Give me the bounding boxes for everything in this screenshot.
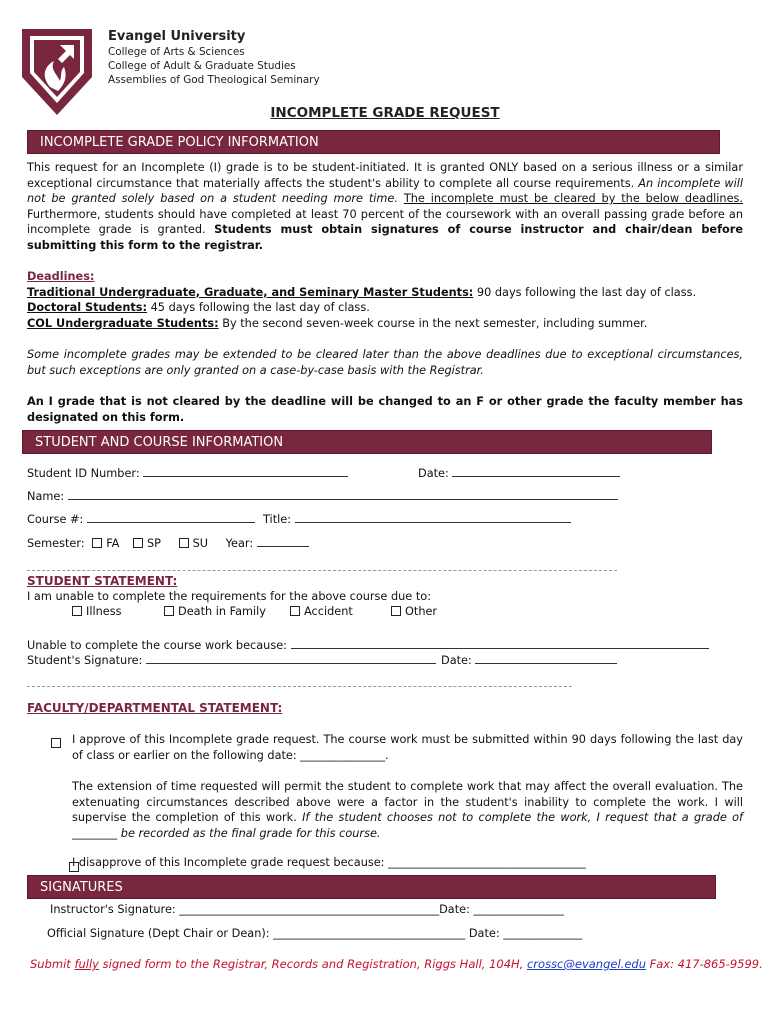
student-signature-field[interactable]: [146, 651, 436, 664]
extension-text-a: The extension of time requested will permit the student to complete work that may affect the overall evaluation. The extenuating circumstances described above were a factor in the student's inability to complete the work. I will supervise the completion of this work.: [72, 780, 743, 825]
college-line-2: College of Adult & Graduate Studies: [108, 60, 296, 72]
official-signature-line[interactable]: Official Signature (Dept Chair or Dean): __________________________________ Date: ______________: [47, 927, 583, 940]
college-line-3: Assemblies of God Theological Seminary: [108, 74, 320, 86]
approve-checkbox[interactable]: [51, 738, 61, 748]
semester-label: Semester:: [27, 537, 85, 550]
submission-footer: [30, 957, 763, 971]
statement-intro: I am unable to complete the requirements for the above course due to:: [27, 590, 431, 603]
policy-section-bar: INCOMPLETE GRADE POLICY INFORMATION: [27, 130, 720, 154]
reason-other[interactable]: Other: [391, 605, 437, 618]
uncleared-note: An I grade that is not cleared by the deadline will be changed to an F or other grade the faculty member has designated on this form.: [27, 395, 743, 424]
course-label: Course #:: [27, 513, 84, 526]
faculty-statement-title: FACULTY/DEPARTMENTAL STATEMENT:: [27, 701, 283, 715]
footer-mid: signed form to the Registrar, Records and Registration, Riggs Hall, 104H,: [102, 957, 524, 971]
student-sig-date-field[interactable]: [475, 651, 617, 664]
deadline-2-label: Doctoral Students:: [27, 301, 148, 315]
because-label: Unable to complete the course work because:: [27, 639, 287, 652]
student-id-field[interactable]: [143, 464, 348, 477]
footer-fax: Fax: 417-865-9599.: [649, 957, 763, 971]
student-signature-row: [27, 651, 436, 667]
reason-other-checkbox[interactable]: [391, 606, 401, 616]
footer-fully: fully: [74, 957, 99, 971]
deadline-1-text: 90 days following the last day of class.: [476, 285, 697, 299]
extension-note: Some incomplete grades may be extended to be cleared later than the above deadlines due to exceptional circumstances, but such exceptions are only granted on a case-by-case basis with the Registrar.: [27, 348, 743, 377]
student-date-row: [418, 464, 620, 480]
student-date-label: Date:: [418, 467, 449, 480]
university-logo: [20, 27, 94, 117]
policy-paragraph: [27, 160, 743, 254]
because-field[interactable]: [291, 636, 709, 649]
policy-text-d: Furthermore, students should have completed at least 70 percent of the coursework with an overall passing grade before an incomplete grade is granted.: [27, 207, 743, 237]
student-date-field[interactable]: [452, 464, 620, 477]
title-label: Title:: [263, 513, 292, 526]
title-row: [263, 510, 571, 526]
deadline-1-label: Traditional Undergraduate, Graduate, and Seminary Master Students:: [27, 285, 474, 299]
reason-death-in-family[interactable]: Death in Family: [164, 605, 266, 618]
student-sig-date-label: Date:: [441, 654, 472, 667]
policy-text-a: This request for an Incomplete (I) grade is to be student-initiated. It is granted ONLY based on a serious illness or a similar exceptional circumstance that materially affects the student's ability to complete all course requirements.: [27, 161, 743, 190]
semester-su-checkbox[interactable]: [179, 538, 189, 548]
student-id-row: [27, 464, 348, 480]
deadline-3-label: COL Undergraduate Students:: [27, 316, 219, 330]
extension-paragraph: [72, 779, 743, 841]
year-label: Year:: [225, 537, 254, 550]
policy-text-b: An incomplete will not be granted solely based on a student needing more time.: [27, 176, 744, 206]
disapprove-text: I disapprove of this Incomplete grade request because: ___________________________________: [72, 856, 586, 869]
student-statement-title: STUDENT STATEMENT:: [27, 574, 178, 588]
divider-1: [27, 570, 617, 571]
extension-text-b: If the student chooses not to complete the work, I request that a grade of ________ be recorded as the final grade for this course.: [72, 811, 743, 840]
course-field[interactable]: [87, 510, 255, 523]
title-field[interactable]: [295, 510, 571, 523]
reason-illness-checkbox[interactable]: [72, 606, 82, 616]
reason-accident-checkbox[interactable]: [290, 606, 300, 616]
name-label: Name:: [27, 490, 65, 503]
reason-illness[interactable]: Illness: [72, 605, 122, 618]
university-name: Evangel University: [108, 29, 246, 44]
student-signature-label: Student's Signature:: [27, 654, 143, 667]
college-line-1: College of Arts & Sciences: [108, 46, 245, 58]
semester-sp-option[interactable]: SP: [133, 537, 161, 550]
reason-death-checkbox[interactable]: [164, 606, 174, 616]
because-row: [27, 636, 709, 652]
student-sig-date-row: [441, 651, 617, 667]
year-field[interactable]: [257, 534, 309, 547]
divider-2: [27, 686, 572, 687]
semester-row: [27, 534, 309, 550]
deadline-2-text: 45 days following the last day of class.: [150, 301, 370, 315]
reason-accident[interactable]: Accident: [290, 605, 353, 618]
form-title: INCOMPLETE GRADE REQUEST: [270, 105, 500, 121]
deadlines-title: Deadlines:: [27, 270, 95, 283]
semester-su-option[interactable]: SU: [179, 537, 208, 550]
name-row: [27, 487, 618, 503]
footer-pre: Submit: [30, 957, 71, 971]
student-id-label: Student ID Number:: [27, 467, 140, 480]
policy-text-e: Students must obtain signatures of course instructor and chair/dean before submitting this form to the registrar.: [27, 223, 744, 252]
deadlines-block: [27, 269, 743, 331]
semester-fa-option[interactable]: FA: [92, 537, 119, 550]
name-field[interactable]: [68, 487, 618, 500]
semester-fa-checkbox[interactable]: [92, 538, 102, 548]
policy-text-c: The incomplete must be cleared by the below deadlines.: [403, 192, 743, 206]
registrar-email-link[interactable]: crossc@evangel.edu: [526, 957, 646, 971]
instructor-signature-line[interactable]: Instructor's Signature: ______________________________________________Date: ________________: [50, 903, 564, 916]
student-section-bar: STUDENT AND COURSE INFORMATION: [22, 430, 712, 454]
approve-text: I approve of this Incomplete grade request. The course work must be submitted within 90 days following the last day of class or earlier on the following date: _______________.: [72, 733, 743, 762]
course-row: [27, 510, 255, 526]
deadline-3-text: By the second seven-week course in the next semester, including summer.: [222, 316, 648, 330]
semester-sp-checkbox[interactable]: [133, 538, 143, 548]
signatures-section-bar: SIGNATURES: [27, 875, 716, 899]
